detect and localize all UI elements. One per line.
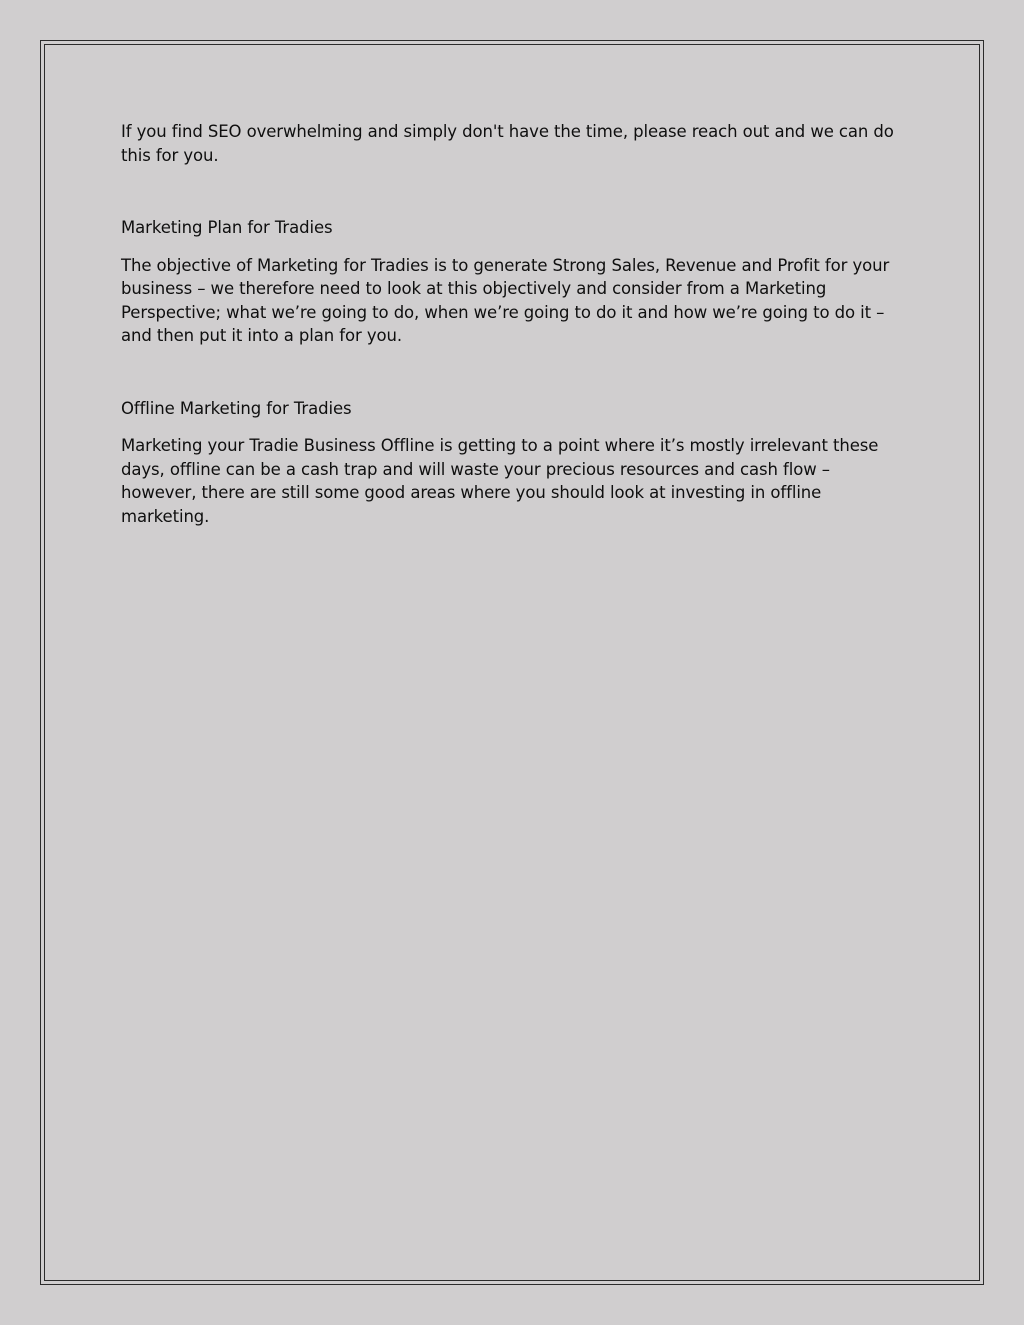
- section-body: Marketing your Tradie Business Offline is getting to a point where it’s mostly irrelevant these days, offline can be a cash trap and will waste your precious resources and cash flow – however, there are still some good areas where you should look at investing in offline marketing.: [121, 436, 879, 526]
- section-heading: Offline Marketing for Tradies: [121, 398, 352, 418]
- section-offline-marketing: [121, 397, 906, 529]
- section-heading: Marketing Plan for Tradies: [121, 218, 333, 237]
- intro-paragraph: If you find SEO overwhelming and simply don't have the time, please reach out and we can do this for you.: [121, 122, 894, 165]
- section-body: The objective of Marketing for Tradies is to generate Strong Sales, Revenue and Profit for your business – we therefore need to look at this objectively and consider from a Marketing Perspective; what we’re going to do, when we’re going to do it and how we’re going to do it – and then put it into a plan for you.: [121, 255, 890, 345]
- section-marketing-plan: [121, 216, 906, 348]
- document-content: [121, 120, 906, 577]
